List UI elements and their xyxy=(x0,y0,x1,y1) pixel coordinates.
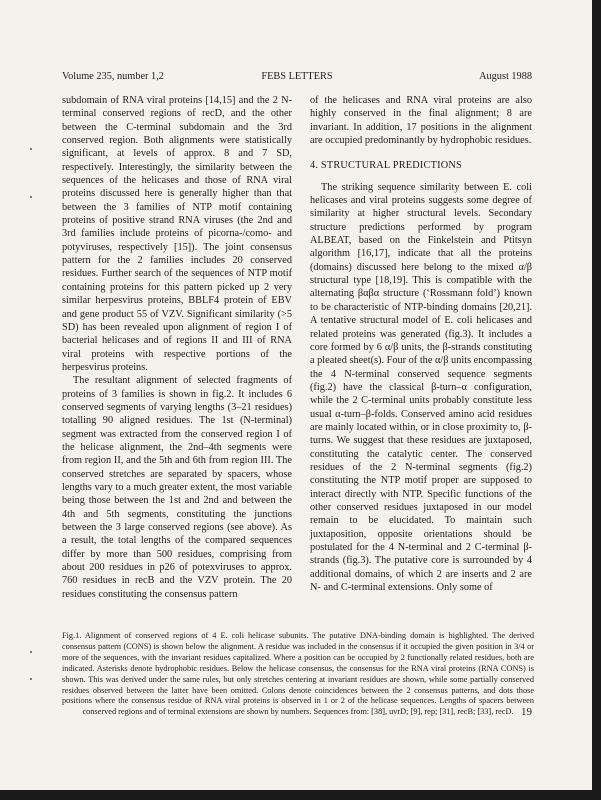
scan-mark xyxy=(30,678,32,680)
page-number: 19 xyxy=(521,706,532,718)
running-header xyxy=(62,71,532,83)
left-column xyxy=(62,94,292,601)
paragraph: The resultant alignment of selected fragments of proteins of 3 families is shown in fig.2. It includes 6 conserved segments of varying lengths (3–21 residues) totalling 90 aligned residues. The 1st (N-terminal) segment was extracted from the conserved region I of the helicase alignment, the 2nd–4th segments were from region II, and the 5th and 6th from region III. The conserved stretches are separated by spacers, whose lengths vary to a much greater extent, the most variable being those between the 1st and 2nd and between the 4th and 5th segments, constituting the junctions between the 3 large conserved regions (see above). As a result, the total lengths of the compared sequences differ by more than 500 residues, comprising from about 200 residues in p26 of potexviruses to approx. 760 residues in recB and the VZV protein. The 20 residues constituting the consensus pattern xyxy=(62,375,292,600)
scan-mark xyxy=(30,148,32,150)
journal-name: FEBS LETTERS xyxy=(261,71,333,82)
figure-caption: Fig.1. Alignment of conserved regions of 4 E. coli helicase subunits. The putative DNA-binding domain is highlighted. The derived consensus pattern (CONS) is shown below the alignment. A residue was included in the consensus if it occupied the given position in 3/4 or more of the sequences, with the invariant residues capitalized. Where a position can be occupied by 2 functionally related residues, both are indicated. Asterisks denote hydrophobic residues. Below the helicase consensus, the consensus for the RNA viral proteins (RNA CONS) is shown. This was derived under the same rules, but only stretches centering at invariant residues are shown, while some partially conserved residues observed between the latter have been omitted. Colons denote coincidences between the 2 consensus patterns, and dots those positions where the consensus residue of RNA viral proteins is observed in 1 or 2 of the helicase sequences. Lengths of spacers between conserved regions and of terminal extensions are shown by numbers. Sequences from: [38], uvrD; [9], rep; [31], recB; [33], recD. xyxy=(62,631,534,717)
right-column xyxy=(310,94,532,594)
paragraph: The striking sequence similarity between E. coli helicases and viral proteins suggests some degree of similarity at higher structural levels. Secondary structure predictions performed by program ALBEAT, based on the Finkelstein and Ptitsyn algorithm [16,17], indicate that all the proteins (domains) discussed here belong to the mixed α/β structural type [18,19]. This is compatible with the alternating βαβα structure (‘Rossmann fold’) known to be characteristic of NTP-binding domains [20,21]. A tentative structural model of E. coli helicases and related proteins was generated (fig.3). It includes a core formed by 6 α/β units, the β-strands constituting a pleated sheet(s). Four of the α/β units encompassing the 4 N-terminal conserved sequence segments (fig.2) have the classical β-turn–α configuration, while the 2 C-terminal units probably constitute less usual α-turn–β-folds. Conserved amino acid residues are mainly located within, or in close proximity to, β-turns. We suggest that these residues are juxtaposed, constituting the catalytic center. The conserved residues of the 2 N-terminal segments (fig.2) constituting the NTP motif proper are supposed to interact directly with NTP. Specific functions of the other conserved residues juxtaposed in our model remain to be elucidated. To maintain such juxtaposition, opposite orientations should be postulated for the 4 N-terminal and 2 C-terminal β-strands (fig.3). The putative core is surrounded by 4 additional domains, of which 2 are inserts and 2 are N- and C-terminal extensions. Only some of xyxy=(310,181,532,594)
scan-mark xyxy=(30,651,32,653)
section-heading: 4. STRUCTURAL PREDICTIONS xyxy=(310,160,462,172)
paragraph: subdomain of RNA viral proteins [14,15] and the 2 N-terminal conserved regions of recD, and the other between the C-terminal subdomain and the 3rd conserved region. Both alignments were statistically significant, at levels of approx. 8 and 7 SD, respectively. Interestingly, the similarity between the sequences of the helicases and those of RNA viral proteins discussed here is generally higher than that between the 3 families of NTP motif containing proteins of positive strand RNA viruses (the 2nd and 3rd families include proteins of picorna-/como- and potyviruses, respectively [15]). The joint consensus pattern for the 2 families includes 20 conserved residues. Further search of the sequences of NTP motif containing proteins for this pattern picked up 2 very similar herpesvirus proteins, BBLF4 protein of EBV and gene product 55 of VZV. Significant similarity (>5 SD) has been revealed upon alignment of region I of bacterial helicases and of regions II and III of RNA viral proteins with respective portions of the herpesvirus proteins. xyxy=(62,95,292,373)
scan-mark xyxy=(30,196,32,198)
issue-date: August 1988 xyxy=(479,71,532,82)
volume-info: Volume 235, number 1,2 xyxy=(62,71,164,82)
paragraph: of the helicases and RNA viral proteins are also highly conserved in the final alignment; 8 are invariant. In addition, 17 positions in the alignment are occupied predominantly by hydrophobic residues. xyxy=(310,95,532,147)
